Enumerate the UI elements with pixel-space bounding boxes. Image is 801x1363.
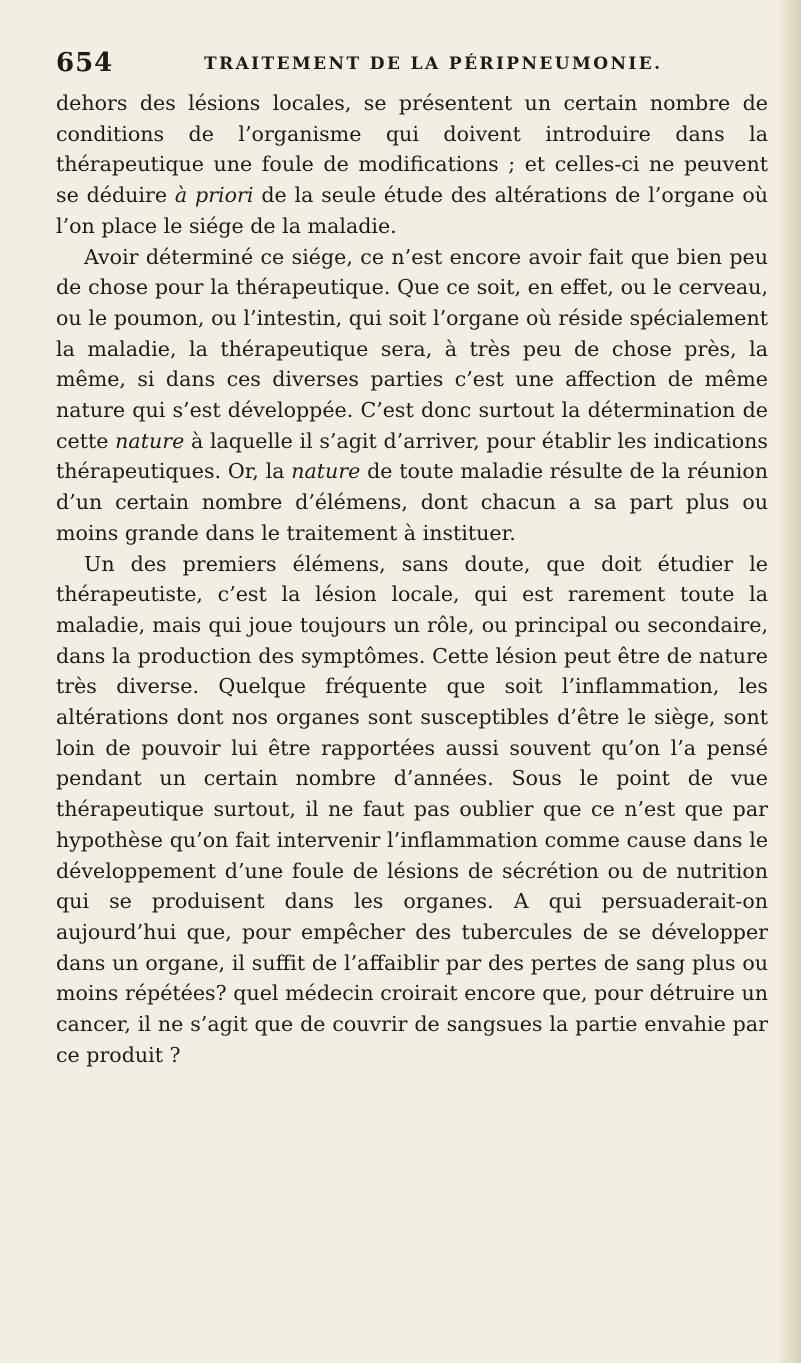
paragraph-text: dehors des lésions locales, se présentent un certain nombre de conditions de l’organisme qui doivent introduire dans la thérapeutique une foule de modifications ; et celles-ci ne peuvent se déduire — [56, 91, 768, 208]
paragraph-text: de la seule étude des altérations de l’organe où l’on place le siége de la maladie. — [56, 183, 768, 238]
paragraph-text: à laquelle il s’agit d’arriver, pour établir les indications thérapeutiques. Or, la — [56, 428, 768, 484]
italic-text: nature — [115, 428, 185, 453]
page-edge — [779, 0, 801, 1363]
italic-text: à priori — [174, 183, 254, 208]
paragraph — [56, 242, 768, 549]
paragraph — [56, 88, 768, 242]
paragraph-text: de toute maladie résulte de la réunion d’un certain nombre d’élémens, dont chacun a sa part plus ou moins grande dans le traitement à instituer. — [56, 459, 768, 545]
paragraph — [56, 549, 768, 1071]
paragraph-text: Un des premiers élémens, sans doute, que doit étudier le thérapeutiste, c’est la lésion locale, qui est rarement toute la maladie, mais qui joue toujours un rôle, ou principal ou secondaire, dans la production des symptômes. Cette lésion peut être de nature très diverse. Quelque fréquente que soit l’inflammation, les altérations dont nos organes sont susceptibles d’être le siège, sont loin de pouvoir lui être rapportées aussi souvent qu’on l’a pensé pendant un certain nombre d’années. Sous le point de vue thérapeutique surtout, il ne faut pas oublier que ce n’est que par hypothèse qu’on fait intervenir l’inflammation comme cause dans le développement d’une foule de lésions de sécrétion ou de nutrition qui se produisent dans les organes. A qui persuaderait-on aujourd’hui que, pour empêcher des tubercules de se développer dans un organe, il suffit de l’affaiblir par des pertes de sang plus ou moins répétées? quel médecin croirait encore que, pour détruire un cancer, il ne s’agit que de couvrir de sangsues la partie envahie par ce produit ? — [56, 551, 768, 1067]
running-title: TRAITEMENT DE LA PÉRIPNEUMONIE. — [204, 54, 663, 74]
body-text — [56, 88, 768, 1071]
page-number: 654 — [56, 48, 114, 78]
paragraph-text: Avoir déterminé ce siége, ce n’est encore avoir fait que bien peu de chose pour la thérapeutique. Que ce soit, en effet, ou le cerveau, ou le poumon, ou l’intestin, qui soit l’organe où réside spécialement la maladie, la thérapeutique sera, à très peu de chose près, la même, si dans ces diverses parties c’est une affection de même nature qui s’est développée. C’est donc surtout la détermination de cette — [56, 244, 768, 453]
italic-text: nature — [291, 459, 361, 484]
running-header — [56, 48, 746, 84]
